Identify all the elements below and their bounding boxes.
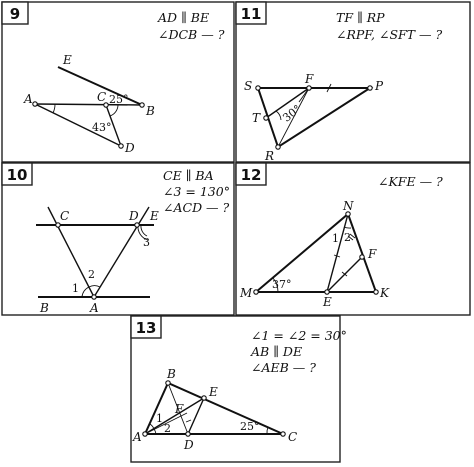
arc-angle-n: [344, 227, 351, 228]
problem-11-condition-1: TF ∥ RP: [336, 10, 385, 25]
point-f: [307, 86, 311, 90]
angle-label-1: 1: [156, 412, 163, 425]
label-d: D: [184, 438, 194, 452]
panel-11-frame: [236, 2, 470, 162]
arc-angle-2: [89, 286, 100, 287]
problem-12-condition-1: ∠KFE — ?: [378, 174, 443, 189]
label-m: M: [240, 286, 253, 300]
problem-9-number: 9: [9, 5, 21, 23]
arc-angle-3-inner: [141, 225, 147, 236]
point-d: [135, 223, 139, 227]
problem-10-condition-1: CE ∥ BA: [163, 168, 214, 183]
triangle-s-p-r: [258, 88, 370, 147]
label-c: C: [97, 90, 107, 104]
arc-angle-a: [53, 104, 55, 113]
panel-problem-11: [236, 2, 470, 163]
point-t: [264, 116, 268, 120]
angle-label-1: 1: [72, 282, 79, 295]
angle-label-1: 1: [332, 232, 339, 245]
point-k: [374, 290, 378, 294]
label-e: E: [209, 385, 218, 399]
arc-angle-1: [150, 424, 154, 429]
angle-label-25: 25°: [109, 93, 129, 106]
point-m: [254, 290, 258, 294]
point-d: [186, 432, 190, 436]
label-t: T: [252, 111, 261, 125]
line-through-c-a: [48, 207, 94, 297]
point-d: [119, 144, 123, 148]
tick-f: [186, 420, 191, 422]
label-f: F: [175, 402, 184, 416]
label-n: N: [343, 199, 354, 213]
line-through-a-d: [94, 207, 149, 297]
point-b: [140, 103, 144, 107]
label-b: B: [146, 104, 155, 118]
label-c: C: [60, 209, 70, 223]
point-a: [143, 432, 147, 436]
panel-problem-10: [2, 163, 234, 315]
label-a: A: [24, 92, 33, 106]
arc-angle-1: [82, 287, 89, 297]
label-k: K: [380, 286, 389, 300]
point-e: [325, 290, 329, 294]
angle-label-43: 43°: [92, 121, 112, 134]
problem-10-condition-2: ∠3 = 130°: [163, 184, 230, 199]
angle-label-25: 25°: [240, 420, 260, 433]
label-f: F: [368, 247, 377, 261]
label-e: E: [63, 53, 72, 67]
angle-label-37: 37°: [272, 278, 292, 291]
angle-label-3: 3: [143, 236, 150, 249]
problem-13-number: 13: [135, 319, 157, 337]
problem-11-number: 11: [240, 5, 262, 23]
point-b: [166, 381, 170, 385]
label-e: E: [323, 295, 332, 309]
point-a: [92, 295, 96, 299]
panel-problem-9: [2, 2, 234, 162]
problem-10-number: 10: [6, 166, 28, 184]
point-c: [56, 223, 60, 227]
problem-13-condition-1: ∠1 = ∠2 = 30°: [251, 328, 347, 343]
label-f: F: [305, 72, 314, 86]
label-d: D: [129, 209, 139, 223]
angle-label-2: 2: [88, 268, 95, 281]
label-d: D: [125, 141, 135, 155]
point-p: [368, 86, 372, 90]
problem-9-condition-2: ∠DCB — ?: [158, 27, 225, 42]
label-a: A: [133, 430, 142, 444]
arc-angle-c: [267, 427, 268, 434]
problem-13-condition-2: AB ∥ DE: [251, 344, 303, 359]
angle-label-2: 2: [344, 231, 351, 244]
point-r: [276, 145, 280, 149]
label-e: E: [150, 209, 159, 223]
label-b: B: [40, 301, 49, 315]
panel-problem-12: [236, 163, 470, 315]
label-c: C: [288, 430, 298, 444]
problem-10-condition-3: ∠ACD — ?: [163, 200, 230, 215]
panel-problem-13: [131, 316, 347, 462]
label-a: A: [90, 301, 99, 315]
problem-13-condition-3: ∠AEB — ?: [251, 360, 316, 375]
angle-label-30: 30°: [280, 102, 304, 125]
point-a: [33, 102, 37, 106]
label-r: R: [265, 149, 275, 163]
angle-label-2: 2: [164, 422, 171, 435]
arc-angle-c: [110, 105, 118, 116]
point-s: [256, 86, 260, 90]
line-n-e: [327, 214, 348, 292]
point-f: [360, 255, 364, 259]
point-c: [281, 432, 285, 436]
problem-9-condition-1: AD ∥ BE: [158, 10, 210, 25]
problem-11-condition-2: ∠RPF, ∠SFT — ?: [336, 27, 443, 42]
problem-12-number: 12: [240, 166, 262, 184]
label-p: P: [375, 79, 384, 93]
point-e: [202, 396, 206, 400]
label-s: S: [244, 79, 253, 93]
label-b: B: [167, 367, 176, 381]
